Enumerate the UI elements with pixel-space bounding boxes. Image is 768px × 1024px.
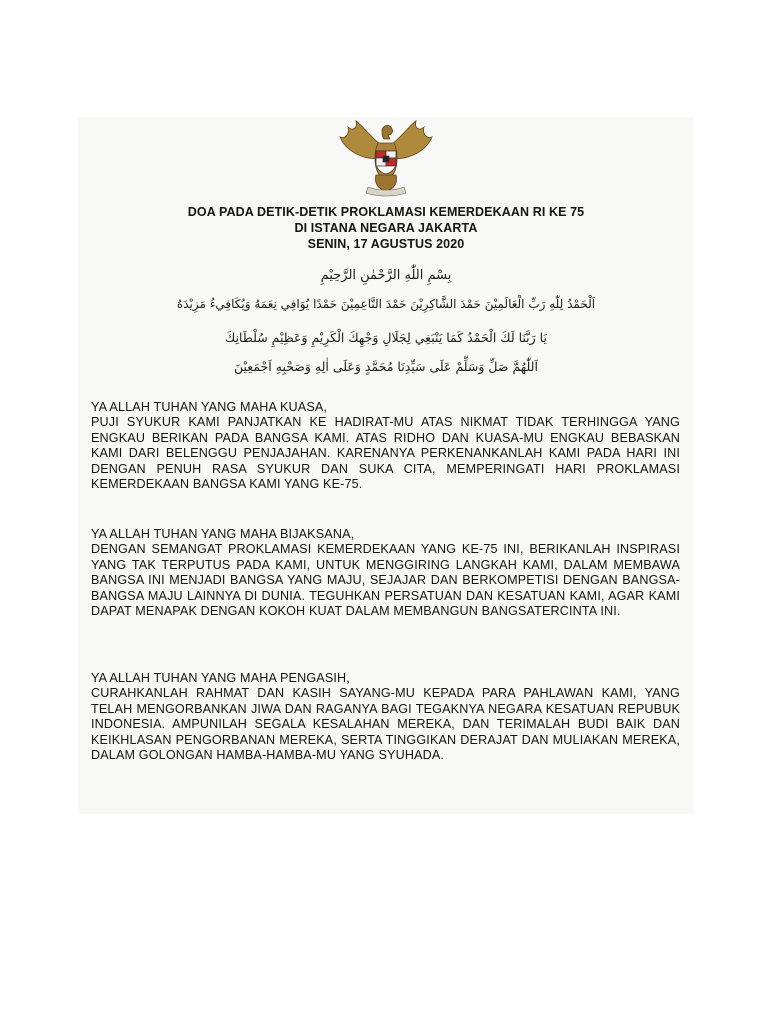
paragraph-heading: YA ALLAH TUHAN YANG MAHA BIJAKSANA, — [91, 527, 355, 541]
paragraph-body: DENGAN SEMANGAT PROKLAMASI KEMERDEKAAN YANG KE-75 INI, BERIKANLAH INSPIRASI YANG TAK TERPUTUS PADA KAMI, UNTUK MENGGIRING LANGKAH KAMI, DALAM MEMBAWA BANGSA INI MENJADI BANGSA YANG MAJU, SEJAJAR DAN BERKOMPETISI DENGAN BANGSA-BANGSA MAJU LAINNYA DI DUNIA. TEGUHKAN PERSATUAN DAN KESATUAN KAMI, AGAR KAMI DAPAT MENAPAK DENGAN KOKOH KUAT DALAM MEMBANGUN BANGSATERCINTA INI. — [91, 542, 680, 619]
paragraph-body: PUJI SYUKUR KAMI PANJATKAN KE HADIRAT-MU ATAS NIKMAT TIDAK TERHINGGA YANG ENGKAU BERIKAN PADA BANGSA KAMI. ATAS RIDHO DAN KUASA-MU ENGKAU BEBASKAN KAMI DARI BELENGGU PENJAJAHAN. KARENANYA PERKENANKANLAH KAMI PADA HARI INI DENGAN PENUH RASA SYUKUR DAN SUKA CITA, MEMPERINGATI HARI PROKLAMASI KEMERDEKAAN BANGSA KAMI YANG KE-75. — [91, 415, 680, 492]
prayer-paragraph — [91, 400, 680, 492]
title-line: SENIN, 17 AGUSTUS 2020 — [307, 237, 465, 251]
paragraph-heading: YA ALLAH TUHAN YANG MAHA KUASA, — [91, 400, 328, 414]
paragraph-body: CURAHKANLAH RAHMAT DAN KASIH SAYANG-MU KEPADA PARA PAHLAWAN KAMI, YANG TELAH MENGORBANKAN JIWA DAN RAGANYA BAGI TEGAKNYA NEGARA KESATUAN REPUBUK INDONESIA. AMPUNILAH SEGALA KESALAHAN MEREKA, DAN TERIMALAH BUDI BAIK DAN KEIKHLASAN PENGORBANAN MEREKA, SERTA TINGGIKAN DERAJAT DAN MULIAKAN MEREKA, DALAM GOLONGAN HAMBA-HAMBA-MU YANG SYUHADA. — [91, 686, 680, 763]
garuda-emblem — [334, 117, 438, 199]
title-line: DOA PADA DETIK-DETIK PROKLAMASI KEMERDEKAAN RI KE 75 — [187, 205, 585, 219]
prayer-paragraph — [91, 671, 680, 763]
arabic-line: يَا رَبَّنَا لَكَ الْحَمْدُ كَمَا يَنْبَغِي لِجَلَالِ وَجْهِكَ الْكَرِيْمِ وَعَظِيْمِ سُلْطَانِكَ — [225, 330, 547, 345]
arabic-line: اَللّٰهُمَّ صَلِّ وَسَلِّمْ عَلَى سَيِّدِنَا مُحَمَّدٍ وَعَلَى اٰلِهِ وَصَحْبِهِ اَجْمَعِيْنَ — [234, 359, 538, 374]
paragraph-heading: YA ALLAH TUHAN YANG MAHA PENGASIH, — [91, 671, 350, 685]
title-line: DI ISTANA NEGARA JAKARTA — [294, 221, 478, 235]
arabic-line: بِسْمِ اللّٰهِ الرَّحْمٰنِ الرَّحِيْمِ — [320, 268, 452, 283]
arabic-line: اَلْحَمْدُ لِلّٰهِ رَبِّ الْعَالَمِيْنَ حَمْدَ الشَّاكِرِيْنَ حَمْدَ النَّاعِمِيْنَ حَمْدًا يُوَافِي نِعَمَهُ وَيُكَافِيءُ مَزِيْدَهُ — [176, 297, 596, 311]
prayer-paragraph — [91, 527, 680, 619]
document-page — [78, 117, 694, 814]
